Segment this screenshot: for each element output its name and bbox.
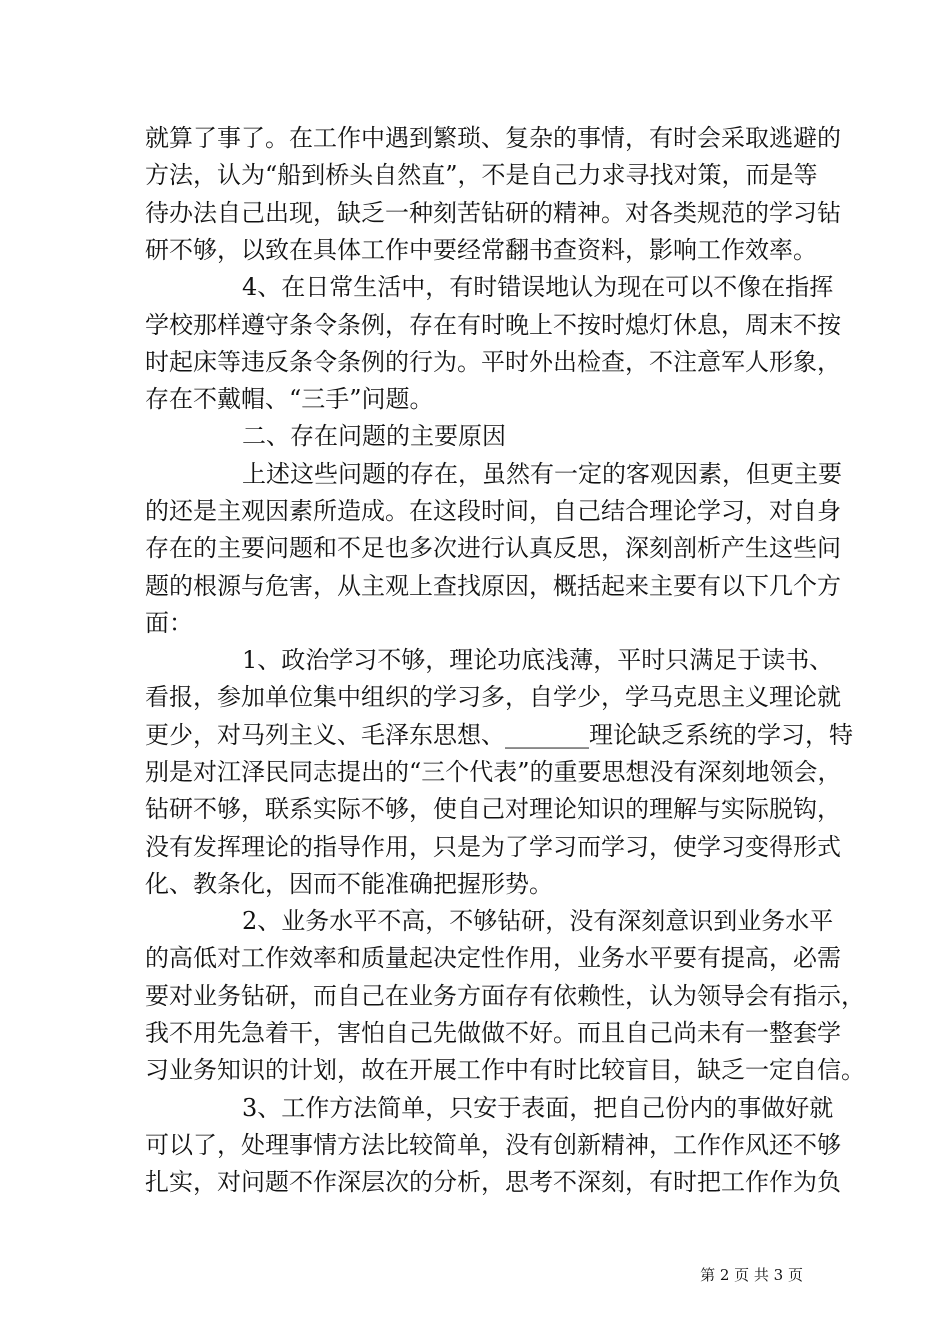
page-number-footer: 第 2 页 共 3 页 — [700, 1266, 803, 1284]
paragraph-line: 1、政治学习不够，理论功底浅薄，平时只满足于读书、 — [242, 646, 834, 674]
paragraph-line: 看报，参加单位集中组织的学习多，自学少，学马克思主义理论就 — [145, 683, 841, 711]
paragraph-line: 的还是主观因素所造成。在这段时间，自己结合理论学习，对自身 — [145, 497, 841, 525]
paragraph-line: 就算了事了。在工作中遇到繁琐、复杂的事情，有时会采取逃避的 — [145, 124, 841, 152]
paragraph-line: 扎实，对问题不作深层次的分析，思考不深刻，有时把工作作为负 — [145, 1168, 841, 1196]
paragraph-line: 3、工作方法简单，只安于表面，把自己份内的事做好就 — [242, 1094, 834, 1122]
paragraph-line: 4、在日常生活中，有时错误地认为现在可以不像在指挥 — [242, 273, 834, 301]
paragraph-line: 我不用先急着干，害怕自己先做做不好。而且自己尚未有一整套学 — [145, 1019, 841, 1047]
paragraph-line: 面： — [145, 609, 193, 637]
paragraph-line: 的高低对工作效率和质量起决定性作用，业务水平要有提高，必需 — [145, 944, 841, 972]
paragraph-line: 没有发挥理论的指导作用，只是为了学习而学习，使学习变得形式 — [145, 833, 841, 861]
paragraph-line: 可以了，处理事情方法比较简单，没有创新精神，工作作风还不够 — [145, 1131, 841, 1159]
paragraph-line: 待办法自己出现，缺乏一种刻苦钻研的精神。对各类规范的学习钻 — [145, 199, 841, 227]
paragraph-line: 别是对江泽民同志提出的“三个代表”的重要思想没有深刻地领会， — [145, 758, 842, 786]
paragraph-line: 2、业务水平不高，不够钻研，没有深刻意识到业务水平 — [242, 907, 834, 935]
paragraph-line: 题的根源与危害，从主观上查找原因，概括起来主要有以下几个方 — [145, 572, 841, 600]
paragraph-line: 钻研不够，联系实际不够，使自己对理论知识的理解与实际脱钩， — [145, 795, 841, 823]
paragraph-line: 上述这些问题的存在，虽然有一定的客观因素，但更主要 — [242, 460, 842, 488]
paragraph-line: 化、教条化，因而不能准确把握形势。 — [145, 870, 553, 898]
paragraph-line: 更少，对马列主义、毛泽东思想、_______理论缺乏系统的学习，特 — [145, 721, 853, 749]
paragraph-line: 学校那样遵守条令条例，存在有时晚上不按时熄灯休息，周末不按 — [145, 311, 841, 339]
paragraph-line: 研不够，以致在具体工作中要经常翻书查资料，影响工作效率。 — [145, 236, 817, 264]
paragraph-line: 时起床等违反条令条例的行为。平时外出检查，不注意军人形象， — [145, 348, 841, 376]
paragraph-line: 要对业务钻研，而自己在业务方面存有依赖性，认为领导会有指示， — [145, 982, 865, 1010]
section-heading: 二、存在问题的主要原因 — [242, 422, 506, 450]
paragraph-line: 存在的主要问题和不足也多次进行认真反思，深刻剖析产生这些问 — [145, 534, 841, 562]
paragraph-line: 习业务知识的计划，故在开展工作中有时比较盲目，缺乏一定自信。 — [145, 1056, 865, 1084]
paragraph-line: 方法，认为“船到桥头自然直”，不是自己力求寻找对策，而是等 — [145, 161, 818, 189]
paragraph-line: 存在不戴帽、“三手”问题。 — [145, 385, 434, 413]
